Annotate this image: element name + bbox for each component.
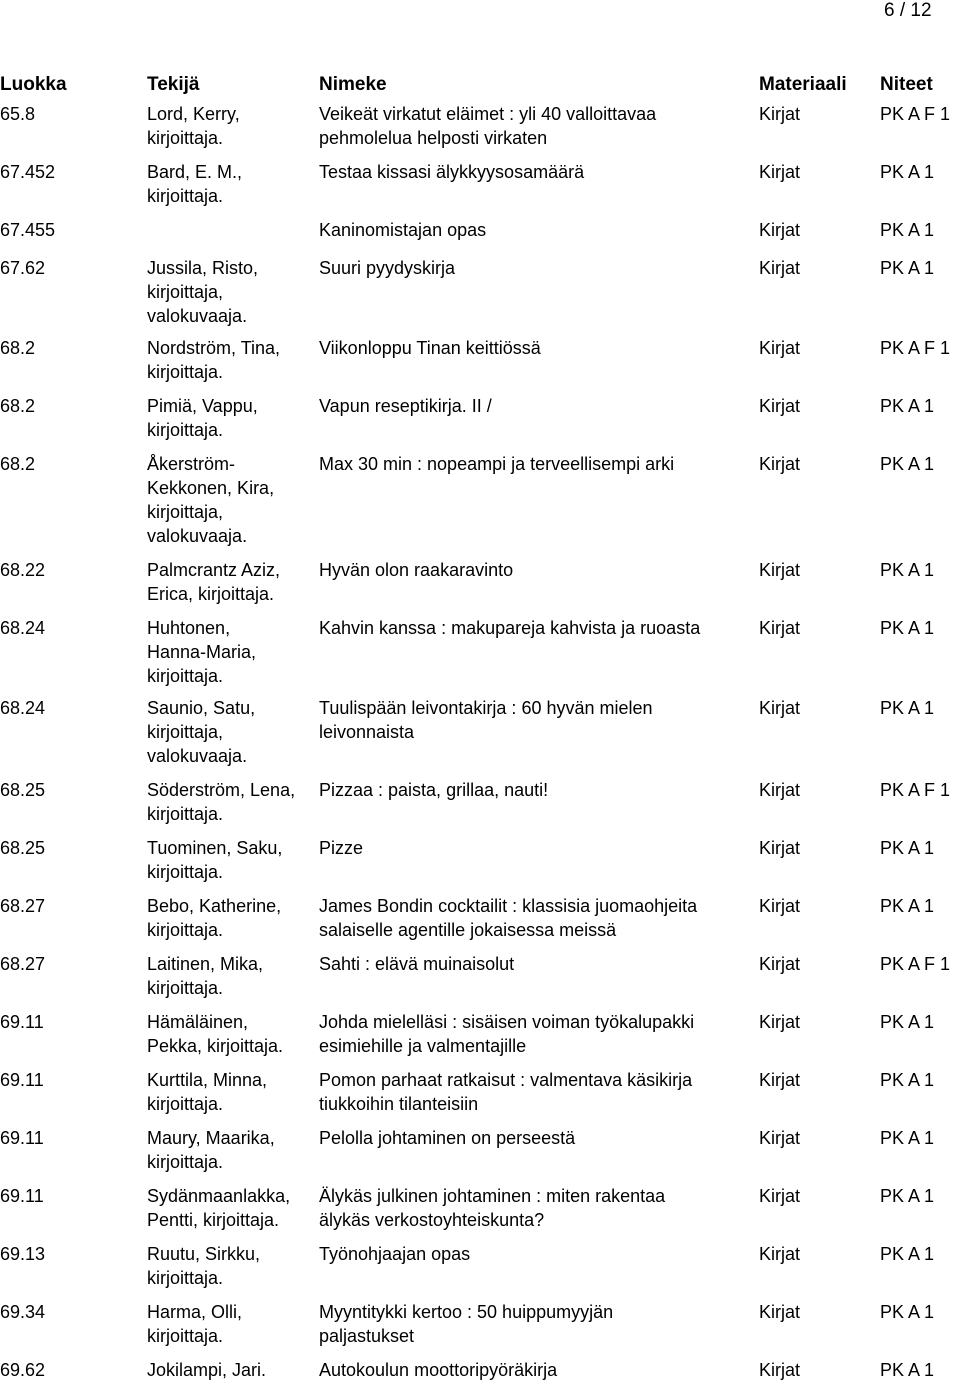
cell-nimeke bbox=[319, 1126, 575, 1150]
cell-tekija-line: Tuominen, Saku, bbox=[147, 838, 283, 858]
cell-materiaali: Kirjat bbox=[759, 560, 801, 580]
cell-niteet: PK A 1 bbox=[880, 698, 935, 718]
cell-tekija-line: kirjoittaja. bbox=[147, 978, 224, 998]
cell-luokka: 69.34 bbox=[0, 1302, 46, 1322]
cell-tekija bbox=[147, 894, 281, 942]
cell-tekija-line: Palmcrantz Aziz, bbox=[147, 560, 281, 580]
cell-tekija-line: kirjoittaja. bbox=[147, 1152, 224, 1172]
cell-tekija-line: valokuvaaja. bbox=[147, 746, 248, 766]
cell-nimeke bbox=[319, 452, 674, 476]
cell-niteet: PK A 1 bbox=[880, 1302, 935, 1322]
cell-tekija-line: kirjoittaja. bbox=[147, 186, 224, 206]
cell-nimeke bbox=[319, 616, 700, 640]
cell-tekija-line: Huhtonen, bbox=[147, 618, 231, 638]
cell-niteet: PK A 1 bbox=[880, 1128, 935, 1148]
cell-nimeke-line: Johda mielelläsi : sisäisen voiman työkalupakki bbox=[319, 1012, 695, 1032]
cell-luokka: 68.27 bbox=[0, 954, 46, 974]
cell-materiaali: Kirjat bbox=[759, 1360, 801, 1380]
cell-tekija-line: kirjoittaja. bbox=[147, 362, 224, 382]
cell-tekija-line: kirjoittaja, bbox=[147, 282, 224, 302]
cell-tekija-line: Erica, kirjoittaja. bbox=[147, 584, 275, 604]
cell-materiaali: Kirjat bbox=[759, 698, 801, 718]
cell-niteet: PK A 1 bbox=[880, 618, 935, 638]
cell-tekija bbox=[147, 952, 263, 1000]
cell-luokka: 68.2 bbox=[0, 396, 36, 416]
cell-nimeke-line: Pizzaa : paista, grillaa, nauti! bbox=[319, 780, 549, 800]
cell-materiaali: Kirjat bbox=[759, 162, 801, 182]
cell-niteet: PK A 1 bbox=[880, 838, 935, 858]
cell-tekija bbox=[147, 1184, 290, 1232]
cell-tekija-line: kirjoittaja. bbox=[147, 420, 224, 440]
cell-nimeke-line: salaiselle agentille jokaisessa meissä bbox=[319, 920, 617, 940]
cell-tekija-line: kirjoittaja. bbox=[147, 666, 224, 686]
cell-nimeke-line: Pomon parhaat ratkaisut : valmentava käsikirja bbox=[319, 1070, 693, 1090]
cell-tekija-line: kirjoittaja. bbox=[147, 1268, 224, 1288]
cell-nimeke bbox=[319, 256, 455, 280]
cell-niteet: PK A F 1 bbox=[880, 954, 951, 974]
cell-nimeke-line: Tuulispään leivontakirja : 60 hyvän mielen bbox=[319, 698, 653, 718]
cell-tekija bbox=[147, 1300, 242, 1348]
cell-niteet: PK A F 1 bbox=[880, 780, 951, 800]
cell-tekija-line: kirjoittaja, bbox=[147, 722, 224, 742]
header-materiaali: Materiaali bbox=[759, 74, 847, 95]
cell-tekija-line: Åkerström- bbox=[147, 454, 236, 474]
cell-nimeke-line: Autokoulun moottoripyöräkirja bbox=[319, 1360, 558, 1380]
cell-tekija bbox=[147, 696, 255, 768]
cell-tekija-line: Kekkonen, Kira, bbox=[147, 478, 275, 498]
cell-nimeke bbox=[319, 778, 548, 802]
cell-luokka: 68.2 bbox=[0, 454, 36, 474]
cell-niteet: PK A 1 bbox=[880, 220, 935, 240]
cell-materiaali: Kirjat bbox=[759, 780, 801, 800]
cell-materiaali: Kirjat bbox=[759, 104, 801, 124]
cell-tekija bbox=[147, 558, 280, 606]
cell-luokka: 69.11 bbox=[0, 1070, 44, 1090]
cell-tekija bbox=[147, 778, 295, 826]
cell-tekija-line: kirjoittaja. bbox=[147, 1326, 224, 1346]
cell-tekija-line: Jussila, Risto, bbox=[147, 258, 259, 278]
cell-luokka: 67.62 bbox=[0, 258, 46, 278]
cell-materiaali: Kirjat bbox=[759, 618, 801, 638]
cell-niteet: PK A 1 bbox=[880, 560, 935, 580]
cell-nimeke-line: Älykäs julkinen johtaminen : miten rakentaa bbox=[319, 1186, 666, 1206]
cell-nimeke-line: Pizze bbox=[319, 838, 364, 858]
cell-tekija bbox=[147, 1126, 275, 1174]
cell-niteet: PK A 1 bbox=[880, 896, 935, 916]
cell-nimeke-line: Kahvin kanssa : makupareja kahvista ja ruoasta bbox=[319, 618, 701, 638]
cell-tekija-line: Bard, E. M., bbox=[147, 162, 243, 182]
cell-luokka: 68.25 bbox=[0, 780, 46, 800]
cell-nimeke bbox=[319, 1300, 613, 1348]
cell-tekija bbox=[147, 160, 242, 208]
cell-tekija-line: valokuvaaja. bbox=[147, 526, 248, 546]
cell-tekija bbox=[147, 836, 282, 884]
cell-luokka: 68.22 bbox=[0, 560, 46, 580]
cell-tekija bbox=[147, 394, 258, 442]
cell-tekija-line: Hämäläinen, bbox=[147, 1012, 249, 1032]
cell-materiaali: Kirjat bbox=[759, 1302, 801, 1322]
cell-luokka: 68.24 bbox=[0, 618, 46, 638]
cell-materiaali: Kirjat bbox=[759, 1186, 801, 1206]
cell-tekija-line: Pimiä, Vappu, bbox=[147, 396, 258, 416]
cell-tekija-line: Jokilampi, Jari. bbox=[147, 1360, 267, 1380]
cell-materiaali: Kirjat bbox=[759, 1012, 801, 1032]
cell-nimeke bbox=[319, 1358, 557, 1382]
cell-tekija-line: Bebo, Katherine, bbox=[147, 896, 282, 916]
cell-nimeke bbox=[319, 558, 513, 582]
cell-nimeke-line: älykäs verkostoyhteiskunta? bbox=[319, 1210, 545, 1230]
cell-niteet: PK A 1 bbox=[880, 1360, 935, 1380]
cell-tekija-line: Nordström, Tina, bbox=[147, 338, 281, 358]
cell-tekija bbox=[147, 452, 274, 548]
cell-nimeke-line: Max 30 min : nopeampi ja terveellisempi arki bbox=[319, 454, 675, 474]
cell-tekija bbox=[147, 256, 258, 328]
cell-materiaali: Kirjat bbox=[759, 258, 801, 278]
cell-luokka: 68.25 bbox=[0, 838, 46, 858]
cell-tekija-line: Laitinen, Mika, bbox=[147, 954, 264, 974]
cell-tekija-line: kirjoittaja. bbox=[147, 128, 224, 148]
cell-luokka: 69.62 bbox=[0, 1360, 46, 1380]
cell-tekija bbox=[147, 336, 280, 384]
cell-luokka: 68.2 bbox=[0, 338, 36, 358]
cell-luokka: 68.24 bbox=[0, 698, 46, 718]
cell-nimeke bbox=[319, 1242, 470, 1266]
cell-nimeke-line: Sahti : elävä muinaisolut bbox=[319, 954, 515, 974]
cell-nimeke-line: tiukkoihin tilanteisiin bbox=[319, 1094, 479, 1114]
cell-nimeke-line: esimiehille ja valmentajille bbox=[319, 1036, 527, 1056]
cell-niteet: PK A 1 bbox=[880, 1244, 935, 1264]
cell-nimeke bbox=[319, 1184, 665, 1232]
cell-niteet: PK A 1 bbox=[880, 396, 935, 416]
cell-nimeke-line: Vapun reseptikirja. II / bbox=[319, 396, 492, 416]
page-number: 6 / 12 bbox=[884, 0, 932, 21]
cell-nimeke-line: leivonnaista bbox=[319, 722, 415, 742]
cell-nimeke bbox=[319, 102, 656, 150]
cell-tekija-line: Hanna-Maria, bbox=[147, 642, 257, 662]
cell-tekija-line: Saunio, Satu, bbox=[147, 698, 256, 718]
cell-materiaali: Kirjat bbox=[759, 1244, 801, 1264]
cell-nimeke bbox=[319, 218, 486, 242]
cell-nimeke-line: James Bondin cocktailit : klassisia juomaohjeita bbox=[319, 896, 698, 916]
cell-luokka: 69.11 bbox=[0, 1128, 44, 1148]
cell-materiaali: Kirjat bbox=[759, 896, 801, 916]
cell-tekija-line: Söderström, Lena, bbox=[147, 780, 296, 800]
cell-materiaali: Kirjat bbox=[759, 454, 801, 474]
cell-luokka: 67.452 bbox=[0, 162, 56, 182]
cell-nimeke-line: Kaninomistajan opas bbox=[319, 220, 487, 240]
cell-niteet: PK A 1 bbox=[880, 1070, 935, 1090]
header-tekija: Tekijä bbox=[147, 74, 200, 95]
cell-nimeke-line: Testaa kissasi älykkyysosamäärä bbox=[319, 162, 585, 182]
cell-luokka: 68.27 bbox=[0, 896, 46, 916]
cell-nimeke bbox=[319, 160, 584, 184]
cell-nimeke bbox=[319, 836, 363, 860]
cell-niteet: PK A 1 bbox=[880, 454, 935, 474]
cell-tekija-line: Harma, Olli, bbox=[147, 1302, 243, 1322]
cell-materiaali: Kirjat bbox=[759, 220, 801, 240]
cell-nimeke bbox=[319, 394, 492, 418]
cell-materiaali: Kirjat bbox=[759, 1070, 801, 1090]
cell-tekija bbox=[147, 1068, 267, 1116]
cell-tekija-line: Pentti, kirjoittaja. bbox=[147, 1210, 280, 1230]
cell-tekija-line: Maury, Maarika, bbox=[147, 1128, 275, 1148]
cell-niteet: PK A F 1 bbox=[880, 104, 951, 124]
cell-tekija-line: kirjoittaja. bbox=[147, 862, 224, 882]
cell-nimeke bbox=[319, 894, 697, 942]
cell-materiaali: Kirjat bbox=[759, 338, 801, 358]
header-nimeke: Nimeke bbox=[319, 74, 387, 95]
cell-nimeke-line: Pelolla johtaminen on perseestä bbox=[319, 1128, 576, 1148]
cell-luokka: 69.11 bbox=[0, 1186, 44, 1206]
cell-materiaali: Kirjat bbox=[759, 1128, 801, 1148]
cell-nimeke bbox=[319, 1068, 692, 1116]
cell-tekija-line: kirjoittaja. bbox=[147, 1094, 224, 1114]
cell-niteet: PK A 1 bbox=[880, 1012, 935, 1032]
cell-materiaali: Kirjat bbox=[759, 396, 801, 416]
cell-nimeke-line: Viikonloppu Tinan keittiössä bbox=[319, 338, 541, 358]
cell-tekija-line: Lord, Kerry, bbox=[147, 104, 240, 124]
cell-tekija-line: kirjoittaja, bbox=[147, 502, 224, 522]
cell-tekija bbox=[147, 102, 240, 150]
cell-tekija bbox=[147, 1358, 266, 1382]
cell-tekija-line: valokuvaaja. bbox=[147, 306, 248, 326]
cell-tekija-line: kirjoittaja. bbox=[147, 920, 224, 940]
cell-luokka: 67.455 bbox=[0, 220, 56, 240]
cell-nimeke-line: paljastukset bbox=[319, 1326, 415, 1346]
cell-tekija bbox=[147, 616, 256, 688]
cell-materiaali: Kirjat bbox=[759, 838, 801, 858]
cell-nimeke-line: Työnohjaajan opas bbox=[319, 1244, 471, 1264]
header-luokka: Luokka bbox=[0, 74, 67, 95]
cell-niteet: PK A 1 bbox=[880, 162, 935, 182]
cell-luokka: 69.11 bbox=[0, 1012, 44, 1032]
cell-nimeke-line: Hyvän olon raakaravinto bbox=[319, 560, 514, 580]
cell-nimeke bbox=[319, 952, 514, 976]
cell-nimeke-line: Veikeät virkatut eläimet : yli 40 valloittavaa bbox=[319, 104, 657, 124]
cell-tekija bbox=[147, 1010, 283, 1058]
cell-luokka: 65.8 bbox=[0, 104, 36, 124]
cell-nimeke bbox=[319, 336, 541, 360]
cell-nimeke-line: Myyntitykki kertoo : 50 huippumyyjän bbox=[319, 1302, 614, 1322]
cell-tekija-line: Pekka, kirjoittaja. bbox=[147, 1036, 284, 1056]
cell-niteet: PK A F 1 bbox=[880, 338, 951, 358]
cell-tekija-line: Sydänmaanlakka, bbox=[147, 1186, 291, 1206]
cell-nimeke-line: Suuri pyydyskirja bbox=[319, 258, 456, 278]
cell-materiaali: Kirjat bbox=[759, 954, 801, 974]
cell-nimeke bbox=[319, 1010, 694, 1058]
cell-niteet: PK A 1 bbox=[880, 258, 935, 278]
cell-niteet: PK A 1 bbox=[880, 1186, 935, 1206]
cell-tekija-line: Kurttila, Minna, bbox=[147, 1070, 268, 1090]
header-niteet: Niteet bbox=[880, 74, 933, 95]
cell-luokka: 69.13 bbox=[0, 1244, 46, 1264]
cell-tekija-line: kirjoittaja. bbox=[147, 804, 224, 824]
cell-nimeke-line: pehmolelua helposti virkaten bbox=[319, 128, 548, 148]
cell-tekija bbox=[147, 1242, 260, 1290]
cell-nimeke bbox=[319, 696, 653, 744]
cell-tekija-line: Ruutu, Sirkku, bbox=[147, 1244, 261, 1264]
